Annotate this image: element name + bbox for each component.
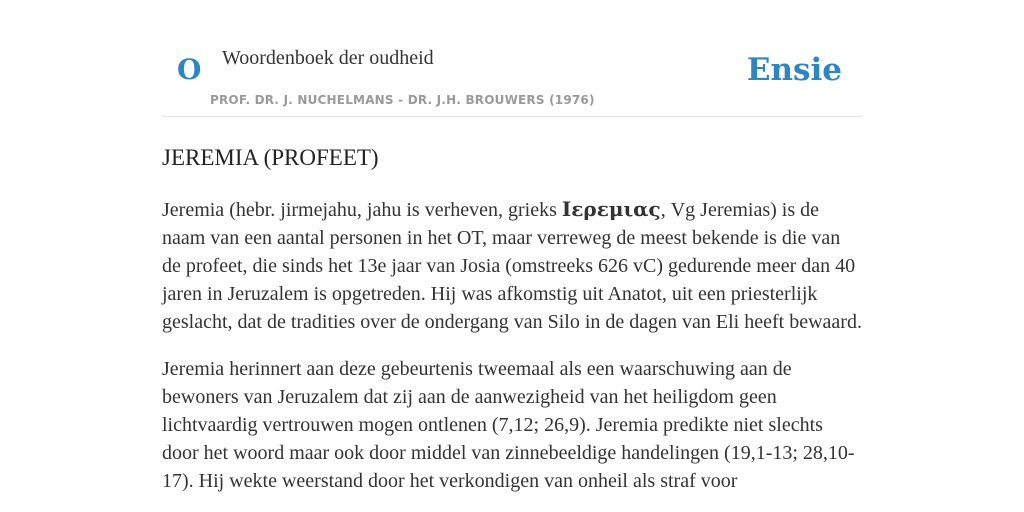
brand-logo[interactable]: Ensie: [746, 52, 842, 88]
site-header: [162, 0, 862, 117]
entry-content: [162, 143, 862, 495]
paragraph-text: Jeremia (hebr. jirmejahu, jahu is verheven, grieks: [162, 199, 562, 221]
authors-line: PROF. DR. J. NUCHELMANS - DR. J.H. BROUWERS (1976): [210, 93, 595, 107]
entry-paragraph-2: Jeremia herinnert aan deze gebeurtenis tweemaal als een waarschuwing aan de bewoners van Jeruzalem dat zij aan de aanwezigheid van het heiligdom geen lichtvaardig vertrouwen mogen ontlenen (7,12; 26,9). Jeremia predikte niet slechts door het woord maar ook door middel van zinnebeeldige handelingen (19,1-13; 28,10-17). Hij wekte weerstand door het verkondigen van onheil als straf voor: [162, 358, 855, 492]
page-container: [162, 0, 862, 495]
book-title[interactable]: Woordenboek der oudheid: [222, 47, 434, 69]
index-letter[interactable]: O: [177, 53, 202, 86]
entry-title: JEREMIA (PROFEET): [162, 145, 379, 170]
entry-paragraph-1: [162, 195, 862, 336]
greek-term: Ιερεμιας: [561, 197, 661, 221]
paragraph-text: , Vg Jeremias) is de naam van een aantal personen in het OT, maar verreweg de meest bekende is die van de profeet, die sinds het 13e jaar van Josia (omstreeks 626 vC) gedurende meer dan 40 jaren in Jeruzalem is opgetreden. Hij was afkomstig uit Anatot, uit een priesterlijk geslacht, dat de tradities over de ondergang van Silo in de dagen van Eli heeft bewaard.: [162, 199, 862, 333]
